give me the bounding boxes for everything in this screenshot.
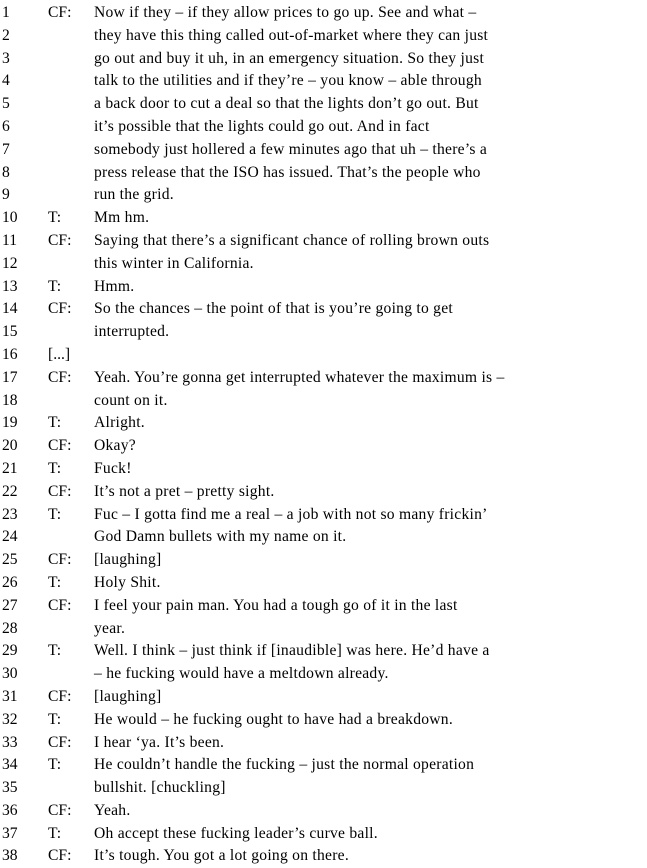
utterance-text: a back door to cut a deal so that the lights don’t go out. But: [94, 95, 479, 113]
utterance-text: this winter in California.: [94, 254, 254, 272]
line-number: 32: [2, 710, 18, 728]
transcript-line: [0, 481, 647, 504]
transcript-line: [0, 458, 647, 481]
line-number: 38: [2, 847, 18, 865]
transcript-line: [0, 207, 647, 230]
line-number: 3: [2, 49, 10, 67]
line-number: 34: [2, 756, 18, 774]
transcript-line: [0, 709, 647, 732]
utterance-text: It’s tough. You got a lot going on there.: [94, 847, 349, 865]
line-number: 13: [2, 277, 18, 295]
line-number: 28: [2, 619, 18, 637]
line-number: 23: [2, 505, 18, 523]
speaker-label: CF:: [48, 596, 72, 614]
speaker-label: [...]: [48, 345, 71, 363]
line-number: 12: [2, 254, 18, 272]
speaker-label: T:: [48, 710, 62, 728]
speaker-label: CF:: [48, 368, 72, 386]
line-number: 18: [2, 391, 18, 409]
line-number: 26: [2, 573, 18, 591]
speaker-label: T:: [48, 824, 62, 842]
speaker-label: T:: [48, 414, 62, 432]
transcript-line: [0, 435, 647, 458]
transcript-line: [0, 845, 647, 868]
speaker-label: CF:: [48, 231, 72, 249]
utterance-text: count on it.: [94, 391, 168, 409]
utterance-text: Fuc – I gotta find me a real – a job with not so many frickin’: [94, 505, 488, 523]
line-number: 31: [2, 687, 18, 705]
line-number: 17: [2, 368, 18, 386]
line-number: 21: [2, 459, 18, 477]
transcript-line: [0, 732, 647, 755]
transcript-line: [0, 321, 647, 344]
line-number: 11: [2, 231, 18, 249]
speaker-label: T:: [48, 209, 62, 227]
utterance-text: God Damn bullets with my name on it.: [94, 528, 347, 546]
speaker-label: CF:: [48, 482, 72, 500]
speaker-label: T:: [48, 642, 62, 660]
speaker-label: CF:: [48, 687, 72, 705]
utterance-text: He couldn’t handle the fucking – just the normal operation: [94, 756, 475, 774]
transcript-line: [0, 184, 647, 207]
line-number: 25: [2, 551, 18, 569]
transcript-line: [0, 162, 647, 185]
transcript-line: [0, 686, 647, 709]
line-number: 16: [2, 345, 18, 363]
utterance-text: Alright.: [94, 414, 145, 432]
line-number: 1: [2, 4, 10, 21]
utterance-text: year.: [94, 619, 126, 637]
line-number: 2: [2, 26, 10, 44]
transcript-line: [0, 70, 647, 93]
utterance-text: Well. I think – just think if [inaudible] was here. He’d have a: [94, 642, 490, 660]
utterance-text: Holy Shit.: [94, 573, 161, 591]
speaker-label: T:: [48, 756, 62, 774]
line-number: 5: [2, 95, 10, 113]
utterance-text: Hmm.: [94, 277, 135, 295]
speaker-label: CF:: [48, 4, 72, 21]
speaker-label: CF:: [48, 801, 72, 819]
transcript-line: [0, 116, 647, 139]
transcript-line: [0, 595, 647, 618]
speaker-label: T:: [48, 277, 62, 295]
line-number: 19: [2, 414, 18, 432]
line-number: 37: [2, 824, 18, 842]
transcript-line: [0, 663, 647, 686]
line-number: 6: [2, 117, 10, 135]
transcript-line: [0, 754, 647, 777]
line-number: 33: [2, 733, 18, 751]
transcript-line: [0, 823, 647, 846]
transcript: [0, 2, 647, 868]
transcript-line: [0, 25, 647, 48]
transcript-line: [0, 526, 647, 549]
transcript-line: [0, 253, 647, 276]
utterance-text: Now if they – if they allow prices to go up. See and what –: [94, 4, 477, 21]
line-number: 9: [2, 186, 10, 204]
transcript-line: [0, 276, 647, 299]
transcript-line: [0, 504, 647, 527]
transcript-line: [0, 344, 647, 367]
transcript-line: [0, 48, 647, 71]
utterance-text: Okay?: [94, 437, 136, 455]
utterance-text: Yeah. You’re gonna get interrupted whatever the maximum is –: [94, 368, 505, 386]
utterance-text: Saying that there’s a significant chance of rolling brown outs: [94, 231, 490, 249]
line-number: 10: [2, 209, 18, 227]
utterance-text: It’s not a pret – pretty sight.: [94, 482, 275, 500]
utterance-text: So the chances – the point of that is you’re going to get: [94, 300, 453, 318]
transcript-line: [0, 640, 647, 663]
line-number: 24: [2, 528, 18, 546]
transcript-line: [0, 390, 647, 413]
speaker-label: CF:: [48, 551, 72, 569]
line-number: 36: [2, 801, 18, 819]
utterance-text: Fuck!: [94, 459, 132, 477]
utterance-text: – he fucking would have a meltdown already.: [94, 665, 389, 683]
utterance-text: I hear ‘ya. It’s been.: [94, 733, 225, 751]
utterance-text: go out and buy it uh, in an emergency situation. So they just: [94, 49, 485, 67]
line-number: 15: [2, 323, 18, 341]
speaker-label: CF:: [48, 300, 72, 318]
transcript-line: [0, 572, 647, 595]
transcript-line: [0, 800, 647, 823]
utterance-text: talk to the utilities and if they’re – you know – able through: [94, 72, 482, 90]
utterance-text: somebody just hollered a few minutes ago that uh – there’s a: [94, 140, 488, 158]
line-number: 30: [2, 665, 18, 683]
speaker-label: T:: [48, 459, 62, 477]
utterance-text: interrupted.: [94, 323, 170, 341]
line-number: 20: [2, 437, 18, 455]
transcript-line: [0, 298, 647, 321]
line-number: 14: [2, 300, 18, 318]
transcript-line: [0, 2, 647, 25]
line-number: 35: [2, 779, 18, 797]
transcript-line: [0, 230, 647, 253]
utterance-text: [laughing]: [94, 551, 162, 569]
line-number: 27: [2, 596, 18, 614]
utterance-text: Yeah.: [94, 801, 131, 819]
speaker-label: T:: [48, 505, 62, 523]
transcript-line: [0, 139, 647, 162]
line-number: 29: [2, 642, 18, 660]
utterance-text: run the grid.: [94, 186, 174, 204]
speaker-label: CF:: [48, 733, 72, 751]
transcript-line: [0, 367, 647, 390]
transcript-line: [0, 618, 647, 641]
transcript-line: [0, 412, 647, 435]
transcript-line: [0, 549, 647, 572]
utterance-text: Oh accept these fucking leader’s curve ball.: [94, 824, 378, 842]
utterance-text: [laughing]: [94, 687, 162, 705]
utterance-text: bullshit. [chuckling]: [94, 779, 226, 797]
speaker-label: CF:: [48, 847, 72, 865]
utterance-text: press release that the ISO has issued. That’s the people who: [94, 163, 481, 181]
transcript-line: [0, 93, 647, 116]
utterance-text: He would – he fucking ought to have had a breakdown.: [94, 710, 454, 728]
utterance-text: I feel your pain man. You had a tough go of it in the last: [94, 596, 458, 614]
speaker-label: T:: [48, 573, 62, 591]
transcript-line: [0, 777, 647, 800]
line-number: 22: [2, 482, 18, 500]
utterance-text: they have this thing called out-of-market where they can just: [94, 26, 489, 44]
utterance-text: it’s possible that the lights could go out. And in fact: [94, 117, 430, 135]
utterance-text: Mm hm.: [94, 209, 150, 227]
line-number: 8: [2, 163, 10, 181]
line-number: 7: [2, 140, 10, 158]
speaker-label: CF:: [48, 437, 72, 455]
line-number: 4: [2, 72, 10, 90]
